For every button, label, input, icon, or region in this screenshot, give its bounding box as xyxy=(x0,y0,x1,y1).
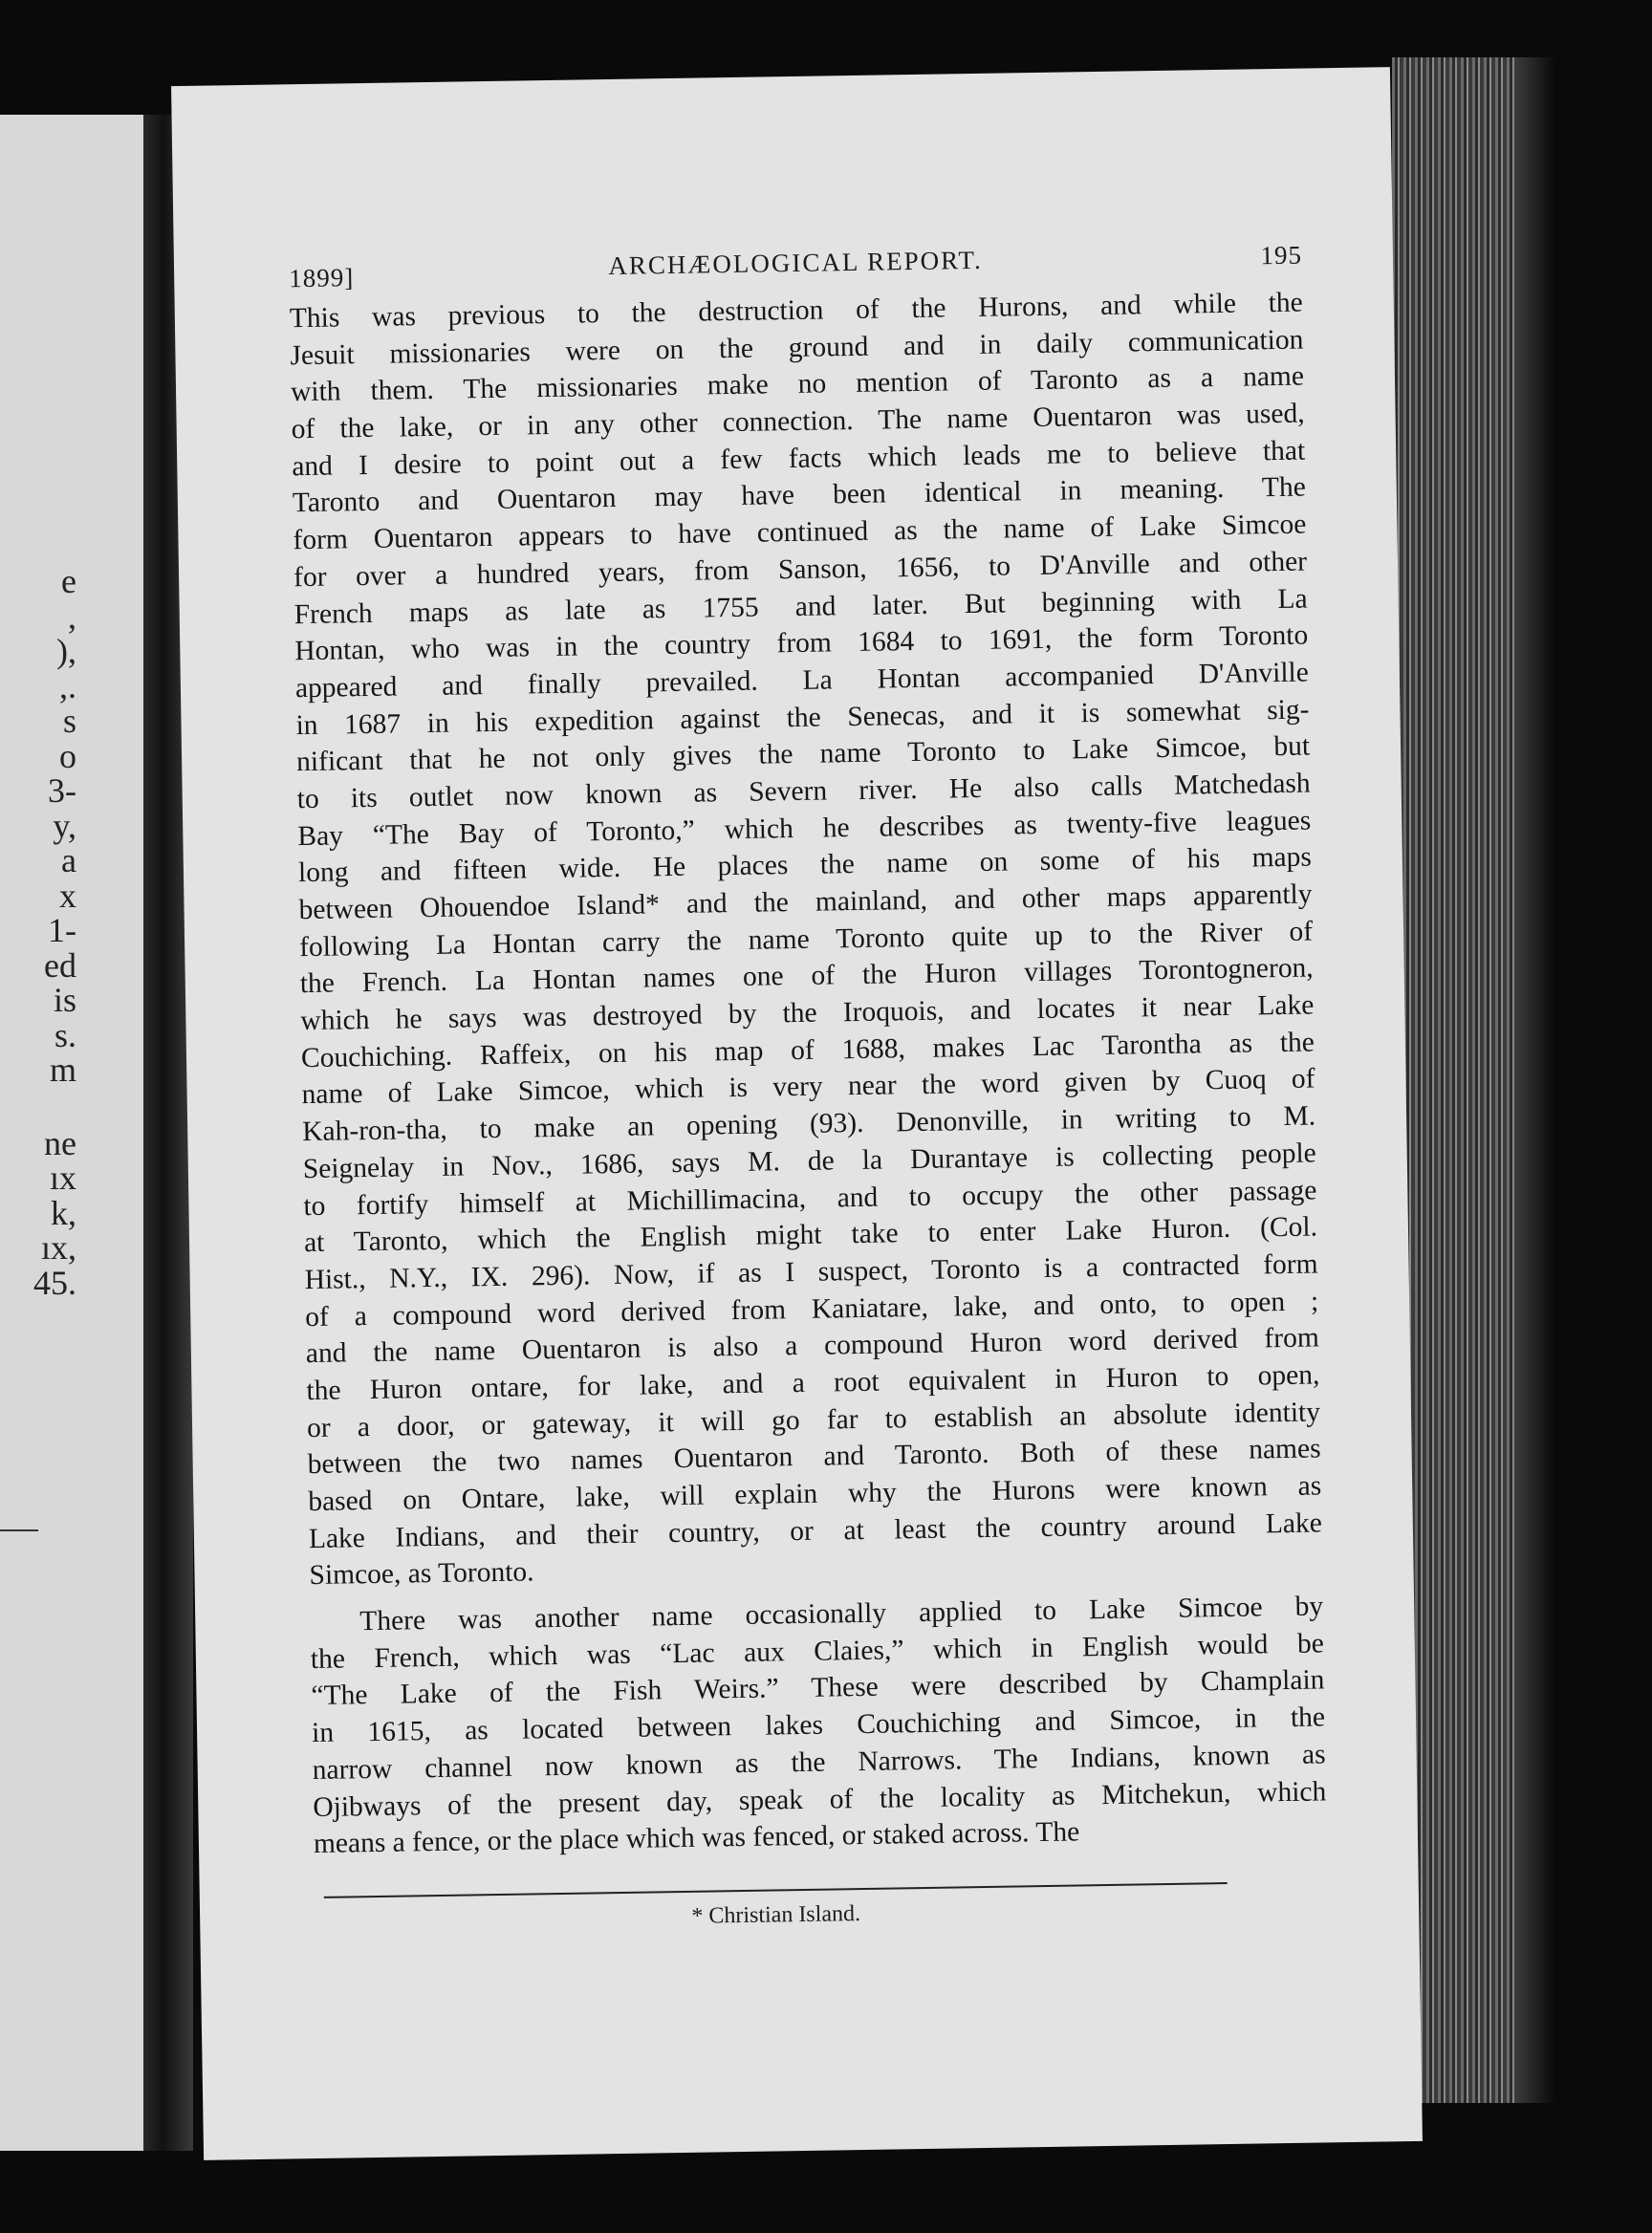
text-line: There was another name occasionally applied to Lake Simcoe by xyxy=(359,1591,1324,1637)
paragraph-1 xyxy=(290,285,1323,1595)
text-line: following La Hontan carry the name Toronto quite up to the River of xyxy=(298,916,1314,963)
facing-page-letter: s xyxy=(62,702,76,740)
facing-page-letter: k, xyxy=(51,1193,76,1232)
text-line: Lake Indians, and their country, or at least the country around Lake xyxy=(308,1507,1323,1554)
text-line: in 1687 in his expedition against the Senecas, and it is somewhat sig- xyxy=(295,694,1310,741)
facing-page-letter: o xyxy=(59,736,76,775)
header-year: 1899] xyxy=(288,263,355,293)
facing-page-letter: ed xyxy=(44,945,76,985)
text-line: and the name Ouentaron is also a compound Huron word derived from xyxy=(305,1322,1320,1370)
text-line: Jesuit missionaries were on the ground and in daily communication xyxy=(290,324,1304,371)
text-line: the French, which was “Lac aux Claies,” which in English would be xyxy=(310,1628,1325,1675)
facing-page-letter: ıx, xyxy=(40,1228,76,1267)
facing-page-letter: ıx xyxy=(49,1159,76,1197)
text-line: at Taronto, which the English might take to enter Lake Huron. (Col. xyxy=(303,1211,1318,1259)
footnote-rule xyxy=(324,1882,1228,1898)
text-line: French maps as late as 1755 and later. But beginning with La xyxy=(293,583,1308,630)
text-line: Bay “The Bay of Toronto,” which he describes as twenty-five leagues xyxy=(297,805,1312,852)
text-line: form Ouentaron appears to have continued as the name of Lake Simcoe xyxy=(293,509,1307,556)
text-line: which he says was destroyed by the Iroquois, and locates it near Lake xyxy=(300,989,1315,1037)
facing-page-letter: ), xyxy=(56,632,76,670)
text-line: narrow channel now known as the Narrows. The Indians, known as xyxy=(312,1739,1326,1786)
header-title: ARCHÆOLOGICAL REPORT. xyxy=(608,245,983,280)
facing-page-rule xyxy=(0,1529,38,1531)
text-line: based on Ontare, lake, will explain why the Hurons were known as xyxy=(308,1470,1322,1518)
text-line: “The Lake of the Fish Weirs.” These were described by Champlain xyxy=(311,1664,1325,1712)
text-line: for over a hundred years, from Sanson, 1656, to D'Anville and other xyxy=(293,546,1308,594)
facing-page-letter: m xyxy=(49,1051,76,1089)
facing-page-letter: is xyxy=(53,981,76,1019)
book-page xyxy=(171,67,1423,2160)
text-line: Ojibways of the present day, speak of the locality as Mitchekun, which xyxy=(313,1775,1327,1823)
text-line: between the two names Ouentaron and Taronto. Both of these names xyxy=(307,1433,1321,1481)
text-line: Couchiching. Raffeix, on his map of 1688, makes Lac Tarontha as the xyxy=(300,1027,1315,1073)
facing-page-letter: y, xyxy=(53,806,76,845)
text-line: name of Lake Simcoe, which is very near the word given by Cuoq of xyxy=(301,1063,1315,1111)
facing-page-letter: x xyxy=(59,876,76,915)
facing-page-letter: s. xyxy=(54,1015,76,1054)
page-number: 195 xyxy=(1260,240,1303,271)
footnote: * Christian Island. xyxy=(691,1901,861,1929)
facing-page-letters xyxy=(0,564,76,1300)
text-line: to its outlet now known as Severn river. He also calls Matchedash xyxy=(296,768,1311,815)
text-line: Hontan, who was in the country from 1684 to 1691, the form Toronto xyxy=(294,619,1309,667)
text-line: nificant that he not only gives the name Toronto to Lake Simcoe, but xyxy=(295,730,1311,778)
text-line: Seignelay in Nov., 1686, says M. de la Durantaye is collecting people xyxy=(302,1138,1316,1184)
text-line: the Huron ontare, for lake, and a root equivalent in Huron to open, xyxy=(306,1359,1320,1407)
text-line: between Ohouendoe Island* and the mainland, and other maps apparently xyxy=(298,878,1313,926)
text-line: of the lake, or in any other connection. The name Ouentaron was used, xyxy=(291,398,1305,445)
text-line: the French. La Hontan names one of the Huron villages Torontogneron, xyxy=(299,952,1314,1000)
text-line: long and fifteen wide. He places the name on some of his maps xyxy=(297,841,1313,889)
text-line: Hist., N.Y., IX. 296). Now, if as I suspect, Toronto is a contracted form xyxy=(304,1248,1318,1295)
text-line: Kah-ron-tha, to make an opening (93). Denonville, in writing to M. xyxy=(301,1100,1316,1148)
text-line: Simcoe, as Toronto. xyxy=(309,1556,534,1592)
facing-page-letter: e xyxy=(61,562,76,600)
facing-page-letter: ne xyxy=(44,1123,76,1162)
body-text xyxy=(290,285,1328,1863)
text-line: Taronto and Ouentaron may have been identical in meaning. The xyxy=(292,471,1307,519)
facing-page-letter: 45. xyxy=(33,1263,76,1302)
text-line: in 1615, as located between lakes Couchiching and Simcoe, in the xyxy=(311,1702,1326,1749)
text-line: or a door, or gateway, it will go far to establish an absolute identity xyxy=(306,1397,1321,1443)
paragraph-2 xyxy=(310,1588,1327,1862)
text-line: This was previous to the destruction of the Hurons, and while the xyxy=(289,287,1303,335)
text-line: appeared and finally prevailed. La Hontan accompanied D'Anville xyxy=(294,657,1310,705)
facing-page-letter: , xyxy=(68,596,76,636)
text-line: and I desire to point out a few facts which leads me to believe that xyxy=(292,435,1306,482)
text-line: with them. The missionaries make no mention of Taronto as a name xyxy=(290,360,1305,408)
text-line: of a compound word derived from Kaniatare, lake, and onto, to open ; xyxy=(305,1286,1319,1333)
text-line: to fortify himself at Michillimacina, and to occupy the other passage xyxy=(303,1174,1317,1222)
facing-page-letter: a xyxy=(61,841,76,879)
facing-page-letter: 1- xyxy=(48,911,76,949)
facing-page-fragment xyxy=(0,115,153,2151)
facing-page-letter: 3- xyxy=(48,771,76,810)
facing-page-letter xyxy=(0,1088,76,1126)
facing-page-letter: ,. xyxy=(59,666,76,705)
text-line: means a fence, or the place which was fenced, or staked across. The xyxy=(313,1816,1080,1860)
